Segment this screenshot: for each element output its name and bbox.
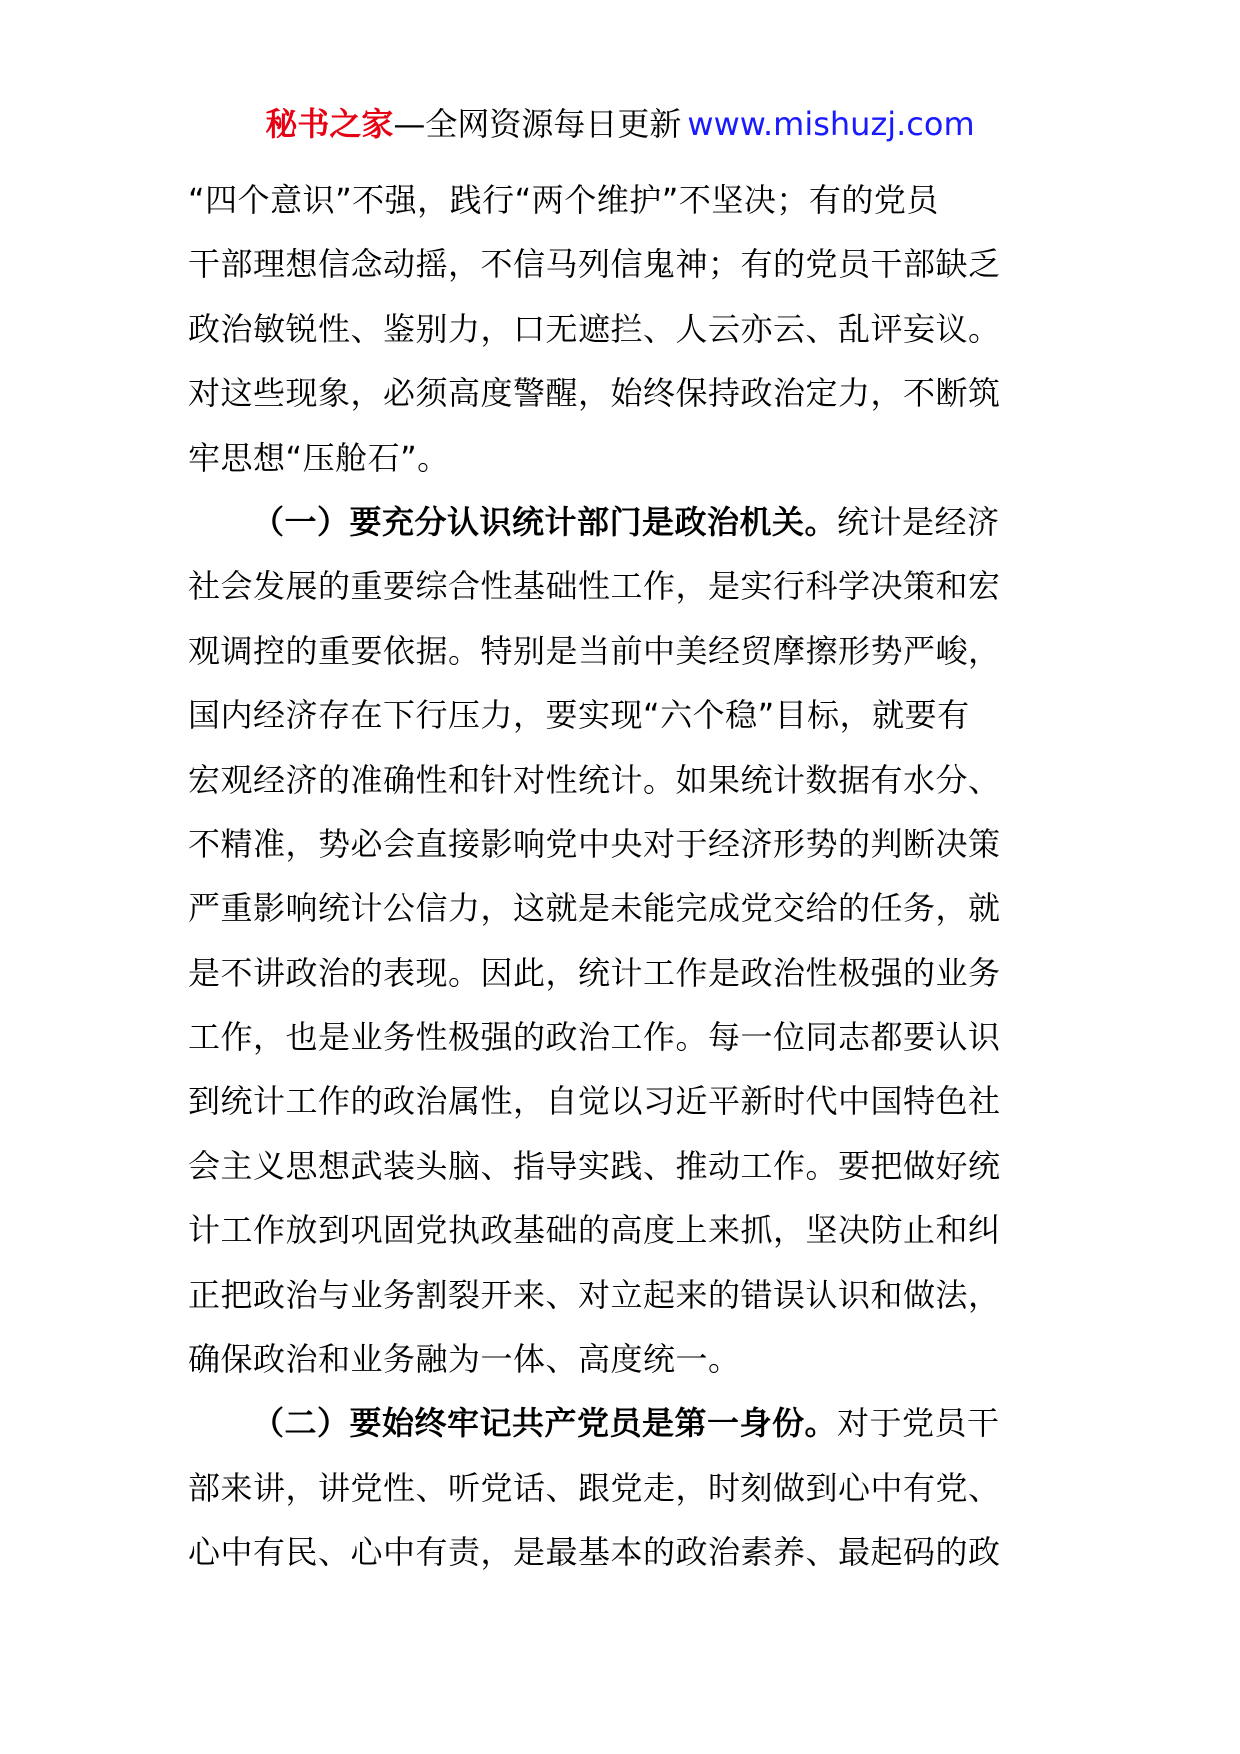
text-line: 到统计工作的政治属性，自觉以习近平新时代中国特色社 [188,1082,1001,1121]
section-2-first-tail: 对于党员干 [837,1404,1000,1443]
text-line: 确保政治和业务融为一体、高度统一。 [188,1340,741,1379]
text-line: 国内经济存在下行压力，要实现“六个稳”目标，就要有 [188,696,970,735]
text-line: 观调控的重要依据。特别是当前中美经贸摩擦形势严峻， [188,631,1001,670]
text-line: 干部理想信念动摇，不信马列信鬼神；有的党员干部缺乏 [188,245,1001,284]
section-1-first-line [188,490,1068,554]
text-line: 不精准，势必会直接影响党中央对于经济形势的判断决策 [188,824,1001,863]
text-line: 计工作放到巩固党执政基础的高度上来抓，坚决防止和纠 [188,1211,1001,1250]
brand-name: 秘书之家 [265,105,394,143]
section-1-first-tail: 统计是经济 [837,502,1000,541]
text-line: 对这些现象，必须高度警醒，始终保持政治定力，不断筑 [188,374,1001,413]
site-url-link[interactable]: www.mishuzj.com [687,105,975,143]
text-line: 工作，也是业务性极强的政治工作。每一位同志都要认识 [188,1018,1001,1057]
section-1-heading: （一）要充分认识统计部门是政治机关。 [252,502,838,541]
document-body [188,168,1068,1585]
text-line: 心中有民、心中有责，是最基本的政治素养、最起码的政 [188,1533,1001,1572]
header-slogan: —全网资源每日更新 [393,105,682,143]
text-line: 牢思想“压舱石”。 [188,438,450,477]
section-2-heading: （二）要始终牢记共产党员是第一身份。 [252,1404,838,1443]
text-line: “四个意识”不强，践行“两个维护”不坚决；有的党员 [188,181,939,219]
section-2-first-line [188,1391,1068,1455]
text-line: 会主义思想武装头脑、指导实践、推动工作。要把做好统 [188,1146,1001,1185]
text-line: 严重影响统计公信力，这就是未能完成党交给的任务，就 [188,889,1001,928]
text-line: 正把政治与业务割裂开来、对立起来的错误认识和做法， [188,1275,1001,1314]
text-line: 是不讲政治的表现。因此，统计工作是政治性极强的业务 [188,953,1001,992]
text-line: 宏观经济的准确性和针对性统计。如果统计数据有水分、 [188,760,1001,799]
text-line: 社会发展的重要综合性基础性工作，是实行科学决策和宏 [188,567,1001,606]
site-header [0,104,1240,144]
text-line: 部来讲，讲党性、听党话、跟党走，时刻做到心中有党、 [188,1468,1001,1507]
text-line: 政治敏锐性、鉴别力，口无遮拦、人云亦云、乱评妄议。 [188,309,1001,348]
